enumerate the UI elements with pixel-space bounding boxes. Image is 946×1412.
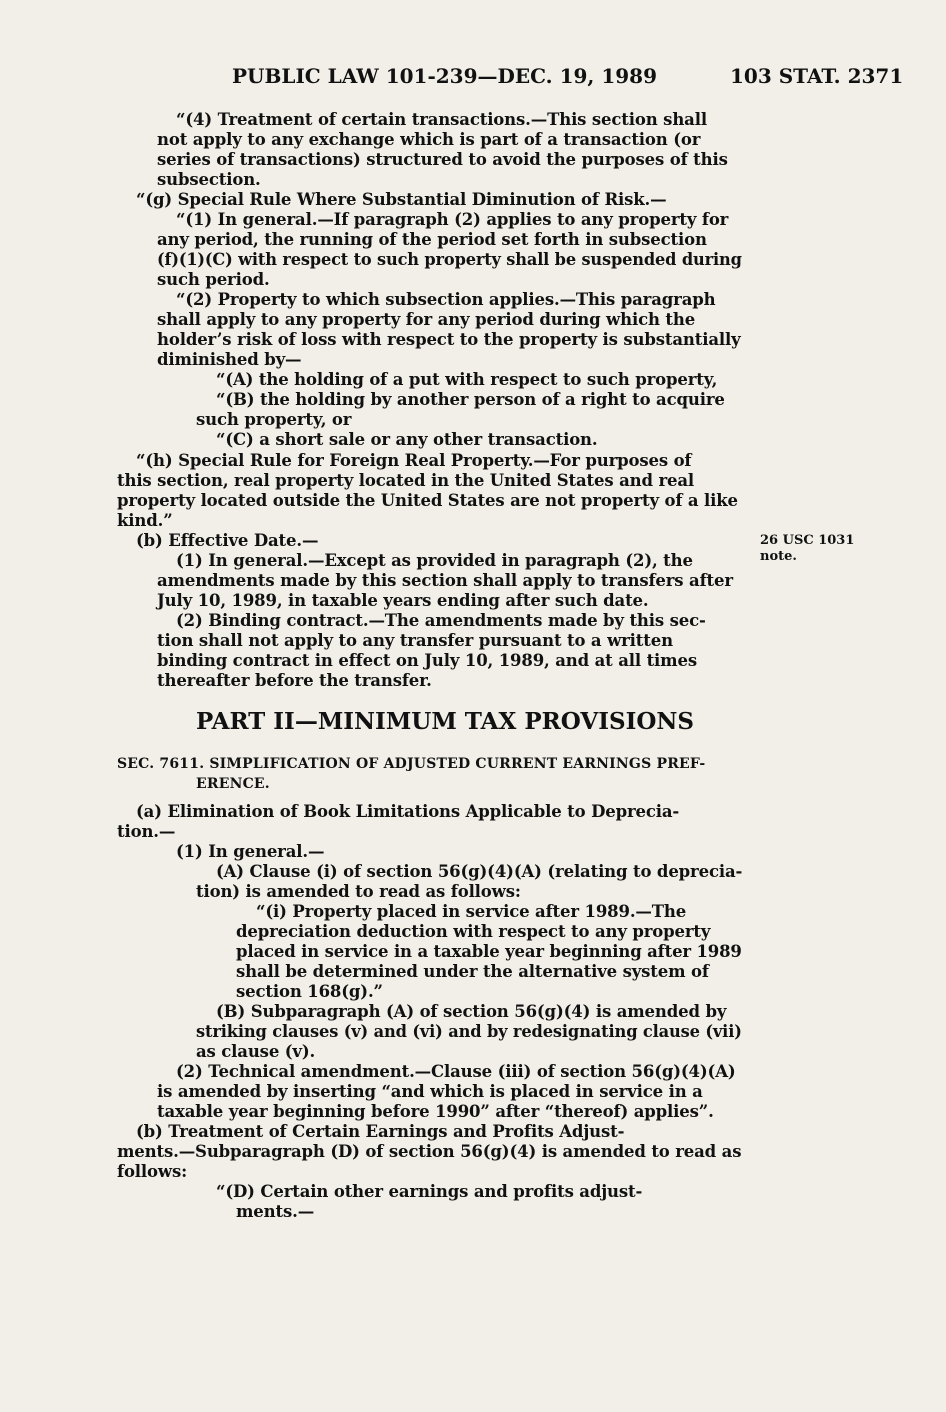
section-heading: SEC. 7611. SIMPLIFICATION OF ADJUSTED CURRENT EARNINGS PREF-	[117, 756, 706, 772]
text-line: (1) In general.—Except as provided in paragraph (2), the	[176, 551, 693, 570]
text-line: “(A) the holding of a put with respect to such property,	[216, 370, 718, 389]
text-line: subsection.	[157, 170, 261, 189]
part-title: PART II—MINIMUM TAX PROVISIONS	[196, 708, 695, 735]
text-line: “(C) a short sale or any other transaction.	[216, 430, 598, 449]
text-line: “(2) Property to which subsection applies.—This paragraph	[176, 290, 716, 309]
text-line: section 168(g).”	[236, 982, 383, 1001]
text-line: diminished by—	[157, 350, 302, 369]
text-line: (a) Elimination of Book Limitations Applicable to Deprecia-	[136, 802, 680, 821]
text-line: such property, or	[196, 410, 352, 429]
text-line: (b) Treatment of Certain Earnings and Profits Adjust-	[136, 1122, 625, 1141]
text-line: “(i) Property placed in service after 1989.—The	[256, 902, 687, 921]
margin-note-citation: 26 USC 1031	[760, 533, 855, 548]
text-line: (2) Binding contract.—The amendments made by this sec-	[176, 611, 706, 630]
text-line: “(D) Certain other earnings and profits adjust-	[216, 1182, 643, 1201]
text-line: (b) Effective Date.—	[136, 531, 319, 550]
text-line: “(1) In general.—If paragraph (2) applies to any property for	[176, 210, 729, 229]
text-line: shall apply to any property for any period during which the	[157, 310, 696, 329]
text-line: amendments made by this section shall apply to transfers after	[157, 571, 733, 590]
text-line: shall be determined under the alternative system of	[236, 962, 709, 981]
text-line: ments.—	[236, 1202, 315, 1221]
text-line: any period, the running of the period set forth in subsection	[157, 230, 707, 249]
text-line: tion.—	[117, 822, 176, 841]
page-number: 103 STAT. 2371	[730, 64, 904, 88]
text-line: property located outside the United States are not property of a like	[117, 491, 738, 510]
text-line: not apply to any exchange which is part of a transaction (or	[157, 130, 701, 149]
text-line: placed in service in a taxable year beginning after 1989	[236, 942, 742, 961]
text-line: (2) Technical amendment.—Clause (iii) of section 56(g)(4)(A)	[176, 1062, 736, 1081]
running-header-title: PUBLIC LAW 101-239—DEC. 19, 1989	[232, 64, 657, 88]
text-line: (1) In general.—	[176, 842, 325, 861]
text-line: ments.—Subparagraph (D) of section 56(g)(4) is amended to read as	[117, 1142, 742, 1161]
text-line: tion) is amended to read as follows:	[196, 882, 521, 901]
text-line: holder’s risk of loss with respect to the property is substantially	[157, 330, 741, 349]
text-line: (A) Clause (i) of section 56(g)(4)(A) (relating to deprecia-	[216, 862, 743, 881]
text-line: striking clauses (v) and (vi) and by redesignating clause (vii)	[196, 1022, 742, 1041]
section-heading: ERENCE.	[196, 776, 270, 792]
margin-note-label: note.	[760, 549, 797, 564]
text-line: tion shall not apply to any transfer pursuant to a written	[157, 631, 673, 650]
text-line: thereafter before the transfer.	[157, 671, 432, 690]
text-line: as clause (v).	[196, 1042, 316, 1061]
text-line: taxable year beginning before 1990” after “thereof) applies”.	[157, 1102, 714, 1121]
text-line: “(4) Treatment of certain transactions.—This section shall	[176, 110, 707, 129]
text-line: (B) Subparagraph (A) of section 56(g)(4) is amended by	[216, 1002, 727, 1021]
text-line: this section, real property located in the United States and real	[117, 471, 695, 490]
text-line: “(g) Special Rule Where Substantial Diminution of Risk.—	[136, 190, 667, 209]
text-line: “(B) the holding by another person of a right to acquire	[216, 390, 725, 409]
text-line: kind.”	[117, 511, 173, 530]
text-line: binding contract in effect on July 10, 1989, and at all times	[157, 651, 697, 670]
text-line: (f)(1)(C) with respect to such property shall be suspended during	[157, 250, 742, 269]
text-line: such period.	[157, 270, 270, 289]
text-line: “(h) Special Rule for Foreign Real Property.—For purposes of	[136, 451, 692, 470]
text-line: July 10, 1989, in taxable years ending after such date.	[157, 591, 649, 610]
text-line: series of transactions) structured to avoid the purposes of this	[157, 150, 728, 169]
text-line: is amended by inserting “and which is placed in service in a	[157, 1082, 703, 1101]
text-line: depreciation deduction with respect to any property	[236, 922, 711, 941]
text-line: follows:	[117, 1162, 188, 1181]
